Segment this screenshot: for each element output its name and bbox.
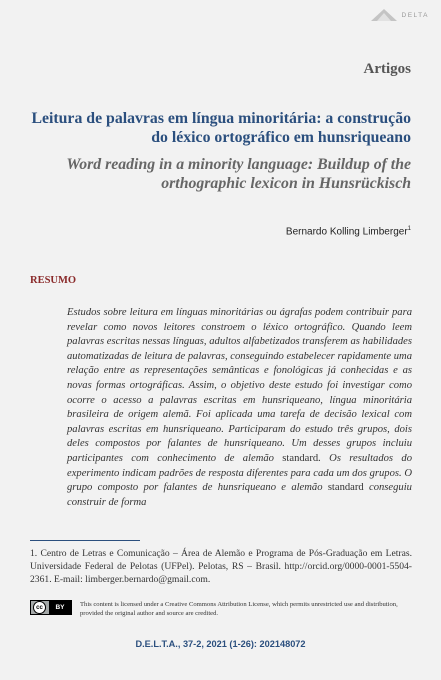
abstract-roman-1: standard xyxy=(282,452,319,464)
abstract-heading: RESUMO xyxy=(30,275,77,286)
cc-by-badge[interactable] xyxy=(30,600,72,615)
abstract-text xyxy=(67,306,412,510)
article-title-en: Word reading in a minority language: Buildup of the orthographic lexicon in Hunsrückisch xyxy=(66,156,411,192)
delta-triangle-icon xyxy=(370,8,398,22)
footnote-divider xyxy=(30,540,140,541)
abstract-part-1: Estudos sobre leitura em línguas minoritárias ou ágrafas podem contribuir para revelar como novos leitores constroem o léxico ortográfico. Quando leem palavras escritas nessas línguas, adultos alfabetizados transferem as habilidades automatizadas de leitura de palavras, conseguindo estabelecer rapidamente uma relação entre as representações semânticas e fonológicas já conhecidas e as novas formas ortográficas. Assim, o objetivo deste estudo foi investigar como ocorre o acesso a palavras escritas em hunsriqueano, língua minoritária brasileira de origem alemã. Foi aplicada uma tarefa de decisão lexical com palavras escritas em hunsriqueano. Participaram do estudo três grupos, dois deles compostos por falantes de hunsriqueano. Um desses grupos incluiu participantes com conhecimento de alemão xyxy=(67,307,412,464)
section-label: Artigos xyxy=(363,61,411,77)
journal-citation: D.E.L.T.A., 37-2, 2021 (1-26): 202148072 xyxy=(135,639,306,649)
license-block xyxy=(30,600,412,618)
abstract-part-2: . Os resultados do experimento indicam padrões de resposta diferentes para cada um dos grupos. O grupo composto por falantes de hunsriqueano e alemão xyxy=(67,452,412,494)
article-title-pt: Leitura de palavras em língua minoritária: a construção do léxico ortográfico em hunsriqueano xyxy=(31,110,411,146)
footnote: 1. Centro de Letras e Comunicação – Área de Alemão e Programa de Pós-Graduação em Letras. Universidade Federal de Pelotas (UFPel). Pelotas, RS – Brasil. http://orcid.org/0000-0001-5504-2361. E-mail: limberger.bernardo@gmail.com. xyxy=(30,548,412,585)
cc-by-label: BY xyxy=(49,601,71,614)
cc-icon: cc xyxy=(33,601,46,614)
license-text: This content is licensed under a Creative Commons Attribution License, which permits unrestricted use and distribution, provided the original author and source are credited. xyxy=(80,601,398,617)
abstract-roman-2: standard xyxy=(327,482,364,494)
author-name: Bernardo Kolling Limberger xyxy=(285,226,408,238)
author-footnote-mark[interactable]: 1 xyxy=(407,226,411,232)
journal-logo-text: DELTA xyxy=(401,11,429,19)
abstract-part-3: conseguiu construir de forma xyxy=(67,482,412,508)
journal-logo xyxy=(370,8,430,22)
author-line xyxy=(286,226,411,237)
